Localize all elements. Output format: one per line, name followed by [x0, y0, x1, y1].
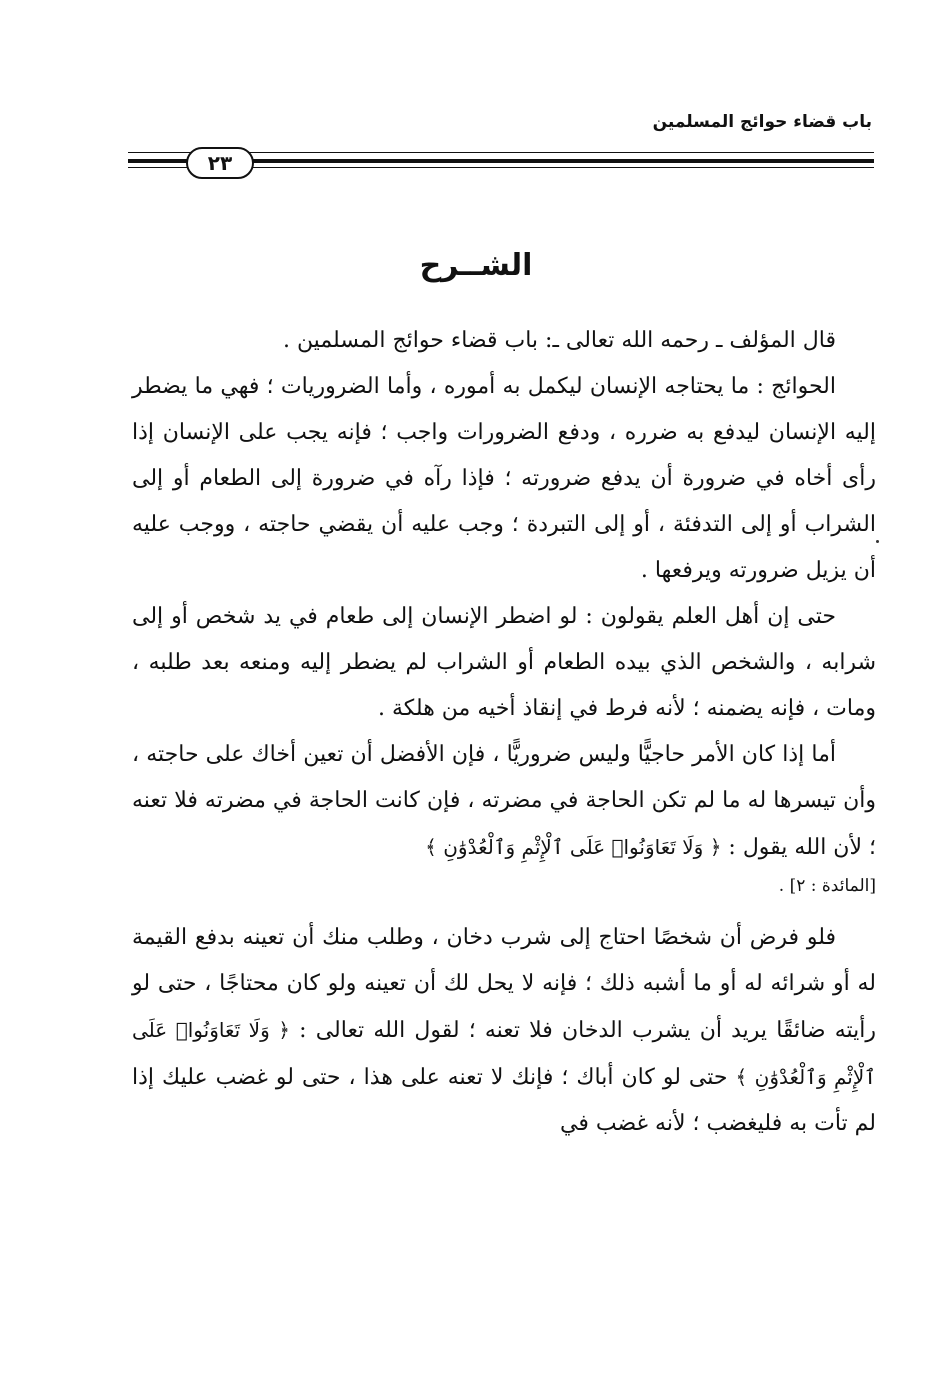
- paragraph-5: [132, 915, 876, 1147]
- paragraph-3: حتى إن أهل العلم يقولون : لو اضطر الإنسان إلى طعام في يد شخص أو إلى شرابه ، والشخص الذي بيده الطعام أو الشراب لم يضطر إليه ومنعه بعد طلبه ، ومات ، فإنه يضمنه ؛ لأنه فرط في إنقاذ أخيه من هلكة .: [132, 604, 876, 721]
- section-title: الشــرح: [419, 248, 533, 283]
- paragraph-1: قال المؤلف ـ رحمه الله تعالى ـ: باب قضاء حوائج المسلمين .: [282, 328, 836, 353]
- stray-mark: [876, 540, 879, 543]
- quran-quote: ﴿ وَلَا تَعَاوَنُوا۟ عَلَى ٱلْإِثْمِ وَٱلْعُدْوَٰنِ ﴾: [425, 835, 722, 859]
- paragraph-5-continuation: حتى لو كان أباك ؛ فإنك لا تعنه على هذا ، حتى لو غضب عليك إذا لم تأت به فليغضب ؛ لأنه غضب في: [132, 1065, 876, 1136]
- paragraph-5-text: فلو فرض أن شخصًا احتاج إلى شرب دخان ، وطلب منك أن تعينه بدفع القيمة له أو شرائه له أو ما أشبه ذلك ؛ فإنه لا يحل لك أن تعينه ولو كان محتاجًا ، حتى لو رأيته ضائقًا يريد أن يشرب الدخان فلا تعنه ؛ لقول الله تعالى :: [132, 925, 876, 1043]
- body-text: [132, 318, 876, 1147]
- paragraph-2: الحوائج : ما يحتاجه الإنسان ليكمل به أموره ، وأما الضروريات ؛ فهي ما يضطر إليه الإنسان ليدفع به ضرره ، ودفع الضرورات واجب ؛ فإنه يجب على الإنسان إذا رأى أخاه في ضرورة أن يدفع ضرورته ؛ فإذا رآه في ضرورة إلى الطعام أو إلى الشراب أو إلى التدفئة ، أو إلى التبردة ؛ وجب عليه أن يقضي حاجته ، ووجب عليه أن يزيل ضرورته ويرفعها .: [132, 374, 876, 583]
- running-title: باب قضاء حوائج المسلمين: [652, 112, 872, 132]
- quran-citation: [المائدة : ٢] .: [778, 876, 876, 896]
- paragraph-4: [132, 732, 876, 871]
- header-rule: [128, 147, 874, 177]
- page-number: ٢٣: [186, 147, 254, 179]
- quran-quote: ﴿ وَلَا تَعَاوَنُوا۟ عَلَى ٱلْإِثْمِ وَٱلْعُدْوَٰنِ ﴾: [132, 1018, 877, 1089]
- paragraph-4-text: أما إذا كان الأمر حاجيًّا وليس ضروريًّا ، فإن الأفضل أن تعين أخاك على حاجته ، وأن تيسرها له ما لم تكن الحاجة في مضرته ، فإن كانت الحاجة في مضرته فلا تعنه ؛ لأن الله يقول :: [132, 742, 876, 860]
